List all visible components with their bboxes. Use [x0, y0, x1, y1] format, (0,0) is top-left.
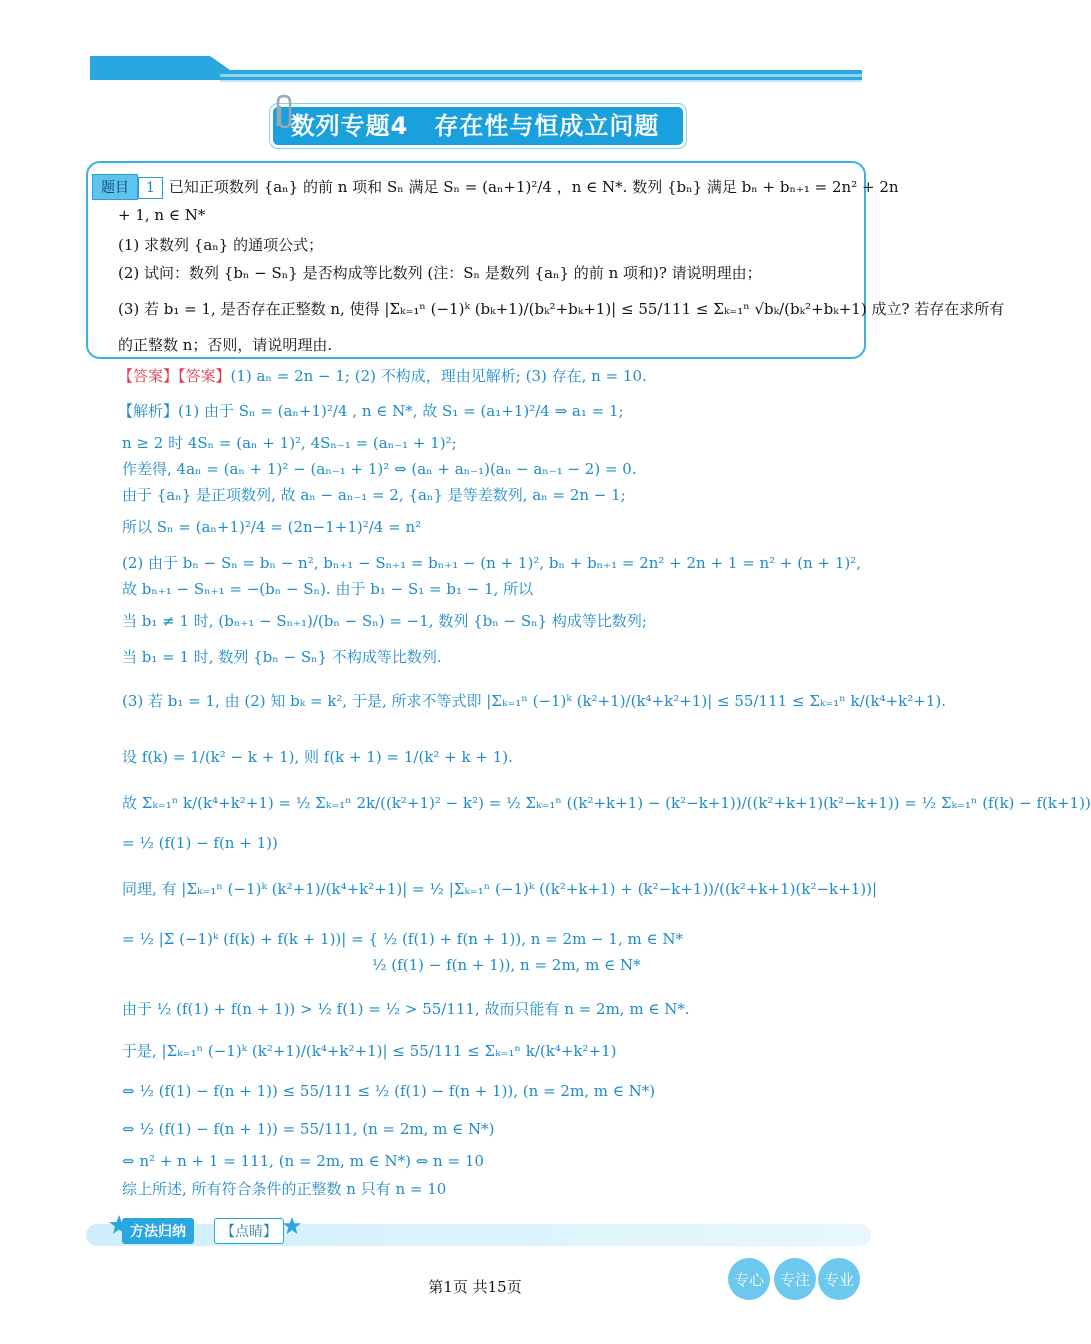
solution-line: (3) 若 b₁ = 1, 由 (2) 知 bₖ = k², 于是, 所求不等式即 |Σₖ₌₁ⁿ (−1)ᵏ (k²+1)/(k⁴+k²+1)| ≤ 55/111 ≤ Σₖ₌₁ⁿ k/(k⁴+k²+1). [122, 692, 946, 710]
question-part2: (2) 试问：数列 {bₙ − Sₙ} 是否构成等比数列 (注：Sₙ 是数列 {aₙ} 的前 n 项和)? 请说明理由； [118, 264, 762, 282]
question-tag: 题目 [92, 174, 138, 200]
solution-line: 当 b₁ ≠ 1 时, (bₙ₊₁ − Sₙ₊₁)/(bₙ − Sₙ) = −1, 数列 {bₙ − Sₙ} 构成等比数列; [122, 612, 647, 630]
solution-line: = ½ (f(1) − f(n + 1)) [122, 834, 278, 852]
solution-line: ½ (f(1) − f(n + 1)), n = 2m, m ∈ N* [372, 956, 641, 974]
title-part2: 存在性与恒成立问题 [434, 111, 660, 140]
question-line6: 的正整数 n；否则，请说明理由. [118, 336, 333, 354]
question-part3: (3) 若 b₁ = 1, 是否存在正整数 n, 使得 |Σₖ₌₁ⁿ (−1)ᵏ (bₖ+1)/(bₖ²+bₖ+1)| ≤ 55/111 ≤ Σₖ₌₁ⁿ √bₖ/(bₖ²+bₖ+1) 成立? 若存在求所有 [118, 300, 1005, 318]
page-number: 第1页 共15页 [428, 1278, 522, 1296]
badge-focus: 专心 [728, 1258, 770, 1300]
answer-label-2: 【答案】 [178, 367, 231, 385]
solution-line: 同理, 有 |Σₖ₌₁ⁿ (−1)ᵏ (k²+1)/(k⁴+k²+1)| = ½ |Σₖ₌₁ⁿ (−1)ᵏ ((k²+k+1) + (k²−k+1))/((k²+k+1)(k²−k+1))| [122, 880, 878, 898]
method-label: 方法归纳 [122, 1218, 194, 1244]
answer-line [118, 365, 647, 386]
question-line2: + 1, n ∈ N* [118, 206, 206, 224]
question-number: 1 [138, 177, 163, 199]
question-part1: (1) 求数列 {aₙ} 的通项公式； [118, 236, 324, 254]
page-title [262, 98, 688, 148]
star-icon [282, 1216, 302, 1236]
solution-line: 综上所述, 所有符合条件的正整数 n 只有 n = 10 [122, 1180, 447, 1198]
method-sub-label: 【点睛】 [214, 1218, 284, 1244]
solution-line: 故 bₙ₊₁ − Sₙ₊₁ = −(bₙ − Sₙ). 由于 b₁ − S₁ = b₁ − 1, 所以 [122, 580, 534, 598]
solution-line: 作差得, 4aₙ = (aₙ + 1)² − (aₙ₋₁ + 1)² ⇔ (aₙ + aₙ₋₁)(aₙ − aₙ₋₁ − 2) = 0. [122, 460, 637, 478]
answer-text: (1) aₙ = 2n − 1; (2) 不构成，理由见解析; (3) 存在, n = 10. [230, 367, 647, 385]
question-line1: 题目 1 已知正项数列 {aₙ} 的前 n 项和 Sₙ 满足 Sₙ = (aₙ+1)²/4 ，n ∈ N*. 数列 {bₙ} 满足 bₙ + bₙ₊₁ = 2n² + 2n [92, 174, 899, 200]
answer-label: 【答案】 [118, 367, 179, 385]
solution-line: 所以 Sₙ = (aₙ+1)²/4 = (2n−1+1)²/4 = n² [122, 518, 422, 536]
header-decoration [90, 54, 862, 84]
badge-professional: 专业 [818, 1258, 860, 1300]
solution-line: = ½ |Σ (−1)ᵏ (f(k) + f(k + 1))| = { ½ (f(1) + f(n + 1)), n = 2m − 1, m ∈ N* [122, 930, 683, 948]
solution-line: 当 b₁ = 1 时, 数列 {bₙ − Sₙ} 不构成等比数列. [122, 648, 442, 666]
title-part1: 数列专题4 [290, 111, 409, 140]
solution-line: 【解析】(1) 由于 Sₙ = (aₙ+1)²/4 , n ∈ N*, 故 S₁ = (a₁+1)²/4 ⇒ a₁ = 1; [118, 402, 624, 420]
solution-line: 于是, |Σₖ₌₁ⁿ (−1)ᵏ (k²+1)/(k⁴+k²+1)| ≤ 55/111 ≤ Σₖ₌₁ⁿ k/(k⁴+k²+1) [122, 1042, 617, 1060]
solution-line: 由于 {aₙ} 是正项数列, 故 aₙ − aₙ₋₁ = 2, {aₙ} 是等差数列, aₙ = 2n − 1; [122, 486, 626, 504]
solution-line: ⇔ ½ (f(1) − f(n + 1)) ≤ 55/111 ≤ ½ (f(1) − f(n + 1)), (n = 2m, m ∈ N*) [122, 1082, 656, 1100]
solution-line: 由于 ½ (f(1) + f(n + 1)) > ½ f(1) = ½ > 55/111, 故而只能有 n = 2m, m ∈ N*. [122, 1000, 690, 1018]
solution-line: ⇔ ½ (f(1) − f(n + 1)) = 55/111, (n = 2m, m ∈ N*) [122, 1120, 495, 1138]
method-section [86, 1214, 876, 1248]
solution-line: 设 f(k) = 1/(k² − k + 1), 则 f(k + 1) = 1/(k² + k + 1). [122, 748, 513, 766]
solution-line: n ≥ 2 时 4Sₙ = (aₙ + 1)², 4Sₙ₋₁ = (aₙ₋₁ + 1)²; [122, 434, 457, 452]
solution-line: ⇔ n² + n + 1 = 111, (n = 2m, m ∈ N*) ⇔ n = 10 [122, 1152, 484, 1170]
badge-concentrate: 专注 [774, 1258, 816, 1300]
solution-line: (2) 由于 bₙ − Sₙ = bₙ − n², bₙ₊₁ − Sₙ₊₁ = bₙ₊₁ − (n + 1)², bₙ + bₙ₊₁ = 2n² + 2n + 1 = n² + (n + 1)², [122, 554, 862, 572]
solution-line: 故 Σₖ₌₁ⁿ k/(k⁴+k²+1) = ½ Σₖ₌₁ⁿ 2k/((k²+1)² − k²) = ½ Σₖ₌₁ⁿ ((k²+k+1) − (k²−k+1))/((k²+k+1)(k²−k+1)) = ½ Σₖ₌₁ⁿ (f(k) − f(k+1)) [122, 794, 1091, 812]
